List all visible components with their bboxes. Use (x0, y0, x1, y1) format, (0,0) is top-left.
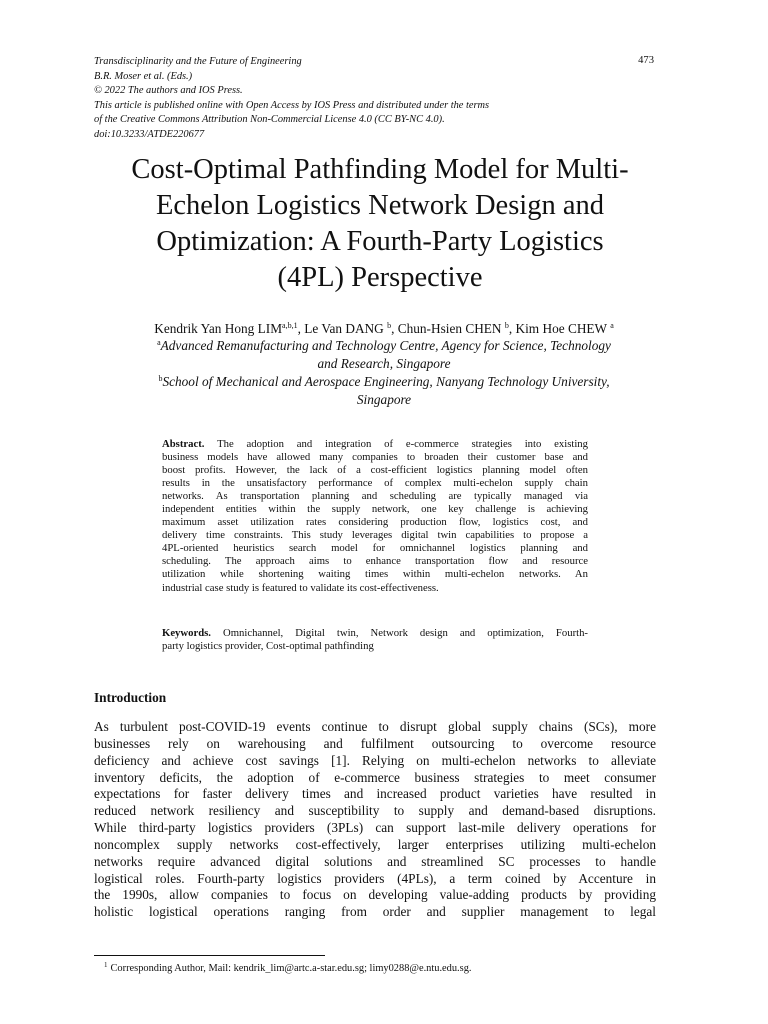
body-line: As turbulent post-COVID-19 events continue to disrupt global supply chains (SCs), more (94, 719, 656, 734)
abstract-line: maximum asset utilization rates considering production flow, logistics cost, and (162, 516, 588, 529)
running-header (94, 55, 654, 143)
abstract (162, 438, 588, 595)
body-line: expectations for faster delivery times and increased product varieties have resulted in (94, 786, 656, 802)
abstract-line: delivery time constraints. This study leverages digital twin capabilities to propose a (162, 529, 588, 542)
body-line: noncomplex supply networks cost-effectively, larger enterprises utilizing multi-echelon (94, 836, 656, 852)
body-line: inventory deficits, the adoption of e-commerce business strategies to meet consumer (94, 769, 656, 785)
header-book-title: Transdisciplinarity and the Future of Engineering (94, 56, 302, 67)
keywords (162, 627, 588, 653)
abstract-line: business models have allowed many companies to broaden their customer base and (162, 451, 588, 464)
affiliation-text: Advanced Remanufacturing and Technology Centre, Agency for Science, Technology (160, 338, 611, 353)
header-license-2: of the Creative Commons Attribution Non-Commercial License 4.0 (CC BY-NC 4.0). (94, 114, 445, 126)
header-editors: B.R. Moser et al. (Eds.) (94, 70, 193, 82)
affiliation-marker: a (157, 338, 161, 347)
page-number: 473 (638, 55, 654, 66)
keywords-line: party logistics provider, Cost-optimal pathfinding (162, 640, 374, 653)
body-line: deficiency and achieve cost savings [1]. Relying on multi-echelon networks to alleviate (94, 752, 656, 768)
abstract-line: independent entities within the supply network, one key challenge is achieving (162, 503, 588, 516)
header-doi: doi:10.3233/ATDE220677 (94, 128, 205, 140)
footnote (104, 961, 471, 974)
title-line: Echelon Logistics Network Design and (156, 190, 604, 221)
affiliation-line (80, 370, 688, 391)
author-name: , Le Van DANG (297, 321, 388, 336)
keywords-label: Keywords. (162, 627, 211, 639)
author-name: , Chun-Hsien CHEN (391, 321, 505, 336)
author-affiliation-marker: a (610, 321, 614, 330)
abstract-line: networks. As transportation planning and scheduling are typically managed via (162, 490, 588, 503)
affiliation-line: Singapore (356, 391, 412, 407)
header-license-1: This article is published online with Open Access by IOS Press and distributed under the terms (94, 99, 490, 111)
header-copyright: © 2022 The authors and IOS Press. (94, 85, 243, 97)
title-line: Optimization: A Fourth-Party Logistics (156, 226, 604, 257)
author-name: Kendrik Yan Hong LIM (154, 321, 283, 336)
title-line: Cost-Optimal Pathfinding Model for Multi- (131, 154, 629, 185)
introduction-body (94, 719, 656, 921)
keywords-line (162, 627, 588, 640)
affiliation-b (80, 370, 688, 408)
body-line: While third-party logistics providers (3PLs) can support last-mile delivery operations for (94, 820, 656, 836)
abstract-line: boost profits. However, the lack of a cost-efficient logistics planning model often (162, 464, 588, 477)
abstract-line: industrial case study is featured to validate its cost-effectiveness. (162, 581, 439, 594)
affiliation-line: and Research, Singapore (317, 355, 451, 371)
affiliation-line (80, 334, 688, 355)
section-heading-introduction: Introduction (94, 690, 167, 705)
body-line: logistical roles. Fourth-party logistics providers (4PLs), a term coined by Accenture in (94, 870, 656, 886)
body-line: businesses rely on warehousing and fulfilment outsourcing to overcome resource (94, 735, 656, 751)
footnote-text: Corresponding Author, Mail: kendrik_lim@artc.a-star.edu.sg; limy0288@e.ntu.edu.sg. (110, 963, 472, 974)
paper-title (90, 152, 670, 296)
author-name: , Kim Hoe CHEW (508, 321, 611, 336)
keywords-text: Omnichannel, Digital twin, Network design and optimization, Fourth- (210, 627, 588, 639)
title-line: (4PL) Perspective (277, 262, 483, 293)
abstract-line (162, 438, 588, 451)
body-line: networks require advanced digital solutions and streamlined SC processes to handle (94, 853, 656, 869)
abstract-line: 4PL-oriented heuristics search model for omnichannel logistics planning and (162, 542, 588, 555)
author-affiliation-marker: b (504, 321, 509, 330)
abstract-line: results in the unsatisfactory performance of complex multi-echelon supply chain (162, 477, 588, 490)
abstract-line: scheduling. The approach aims to enhance transportation flow and resource (162, 555, 588, 568)
footnote-marker: 1 (104, 961, 108, 969)
author-affiliation-marker: b (387, 321, 392, 330)
body-line: holistic logistical operations ranging from order and supplier management to legal (94, 904, 656, 920)
affiliation-text: School of Mechanical and Aerospace Engineering, Nanyang Technology University, (162, 374, 610, 389)
affiliation-marker: b (158, 374, 163, 383)
footnote-divider (94, 955, 325, 956)
author-affiliation-marker: a,b,1 (282, 321, 298, 330)
body-line: reduced network resiliency and susceptibility to supply and demand-based disruptions. (94, 803, 656, 819)
affiliation-a (80, 334, 688, 372)
body-line: the 1990s, allow companies to focus on developing value-adding products by providing (94, 887, 656, 903)
abstract-text: The adoption and integration of e-commerce strategies into existing (204, 438, 588, 450)
abstract-label: Abstract. (162, 438, 205, 450)
abstract-line: utilization while shortening waiting times within multi-echelon networks. An (162, 568, 588, 581)
